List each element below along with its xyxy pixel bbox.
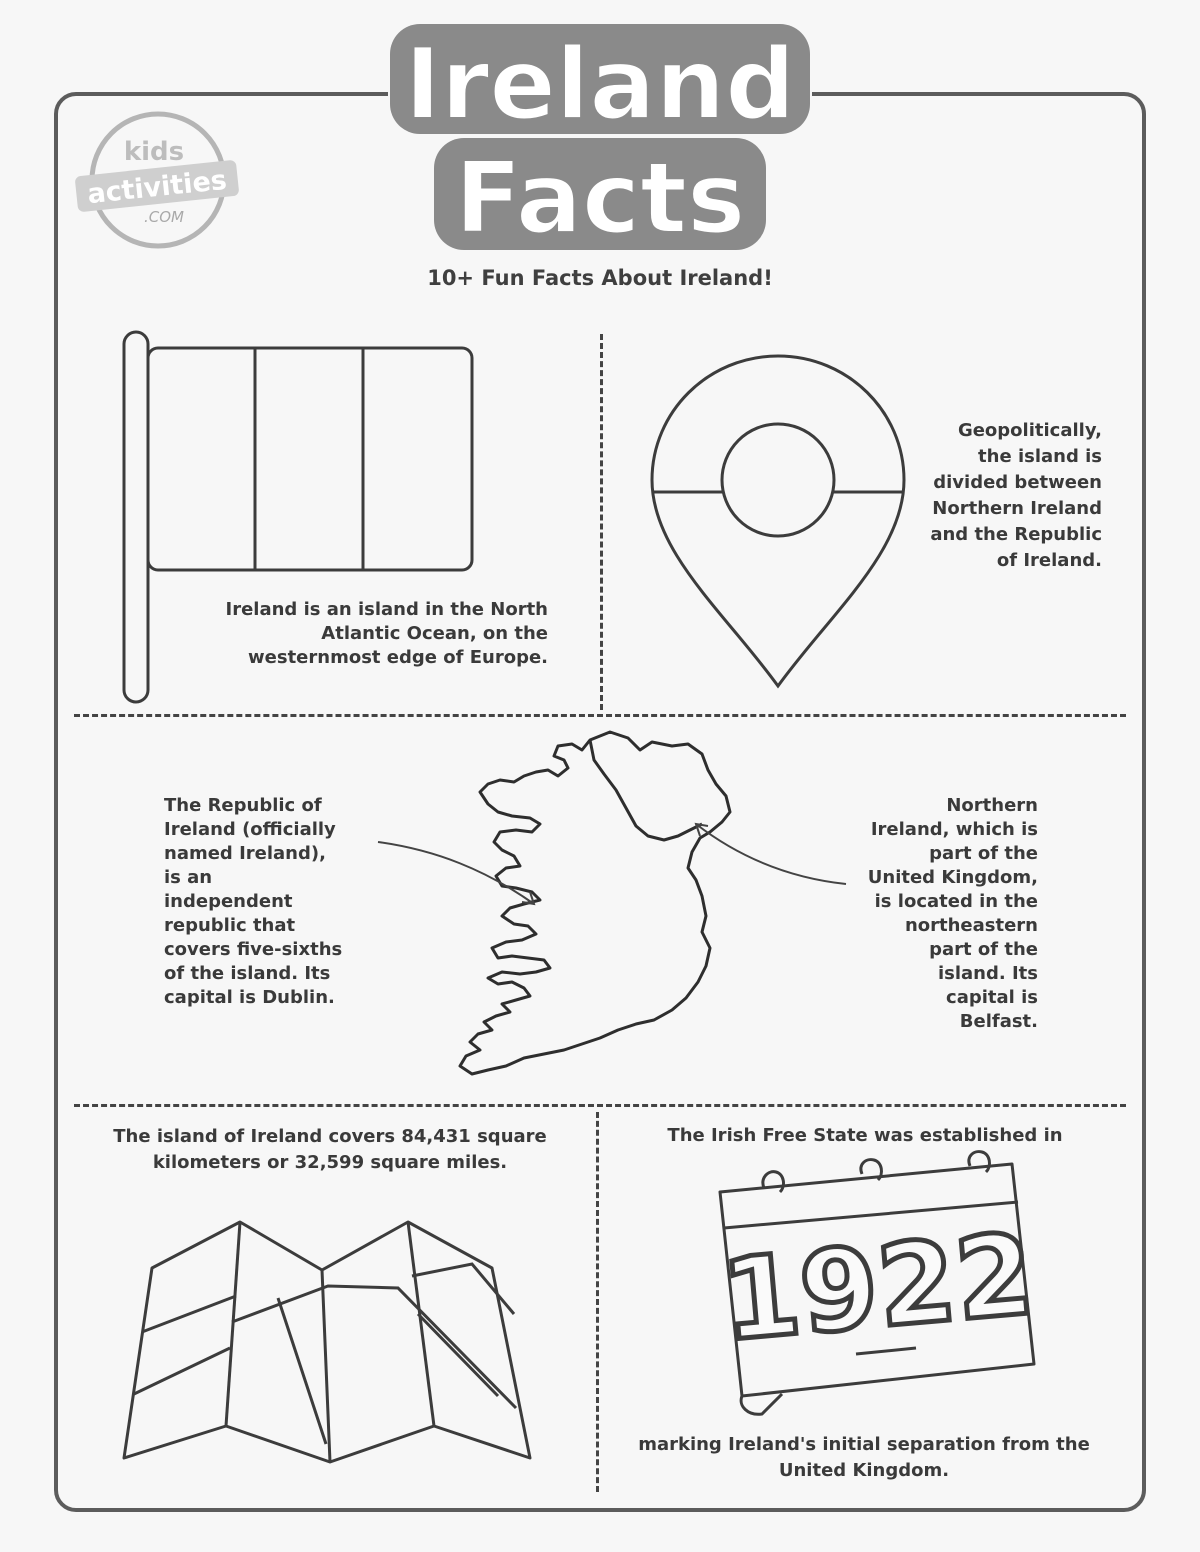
fact-free-state-top: The Irish Free State was established in (667, 1125, 1063, 1146)
fact-northern: Northern Ireland, which is part of the United Kingdom, is located in the northeastern part of the island. Its capital is Belfast. (867, 795, 1038, 1032)
logo-line2: activities (86, 164, 229, 211)
calendar-year: 1922 (717, 1209, 1039, 1367)
kids-activities-logo (72, 110, 242, 250)
map-pin-icon (648, 352, 908, 692)
divider-bottom-vertical (596, 1112, 599, 1492)
page-subtitle: 10+ Fun Facts About Ireland! (427, 266, 773, 290)
title-line1: Ireland (404, 28, 796, 142)
title-line2: Facts (454, 142, 746, 256)
title-block (388, 18, 812, 256)
divider-upper-horizontal (74, 714, 1126, 717)
logo-line1: kids (123, 137, 185, 167)
arrow-republic (376, 836, 546, 916)
fact-republic: The Republic of Ireland (officially named Ireland), is an independent republic that covers five-sixths of the island. Its capital is Dublin. (164, 795, 343, 1008)
fact-flag: Ireland is an island in the North Atlantic Ocean, on the westernmost edge of Europe. (225, 599, 548, 668)
fact-location: Geopolitically, the island is divided between Northern Ireland and the Republic of Ireland. (930, 420, 1102, 571)
calendar-icon (712, 1158, 1042, 1420)
fact-free-state-bottom: marking Ireland's initial separation from the United Kingdom. (638, 1434, 1090, 1481)
logo-line3: .COM (144, 208, 184, 226)
fact-area: The island of Ireland covers 84,431 square kilometers or 32,599 square miles. (113, 1126, 547, 1173)
folded-map-icon (118, 1218, 538, 1468)
arrow-northern (690, 818, 850, 888)
divider-top-vertical (600, 334, 603, 710)
divider-lower-horizontal (74, 1104, 1126, 1107)
